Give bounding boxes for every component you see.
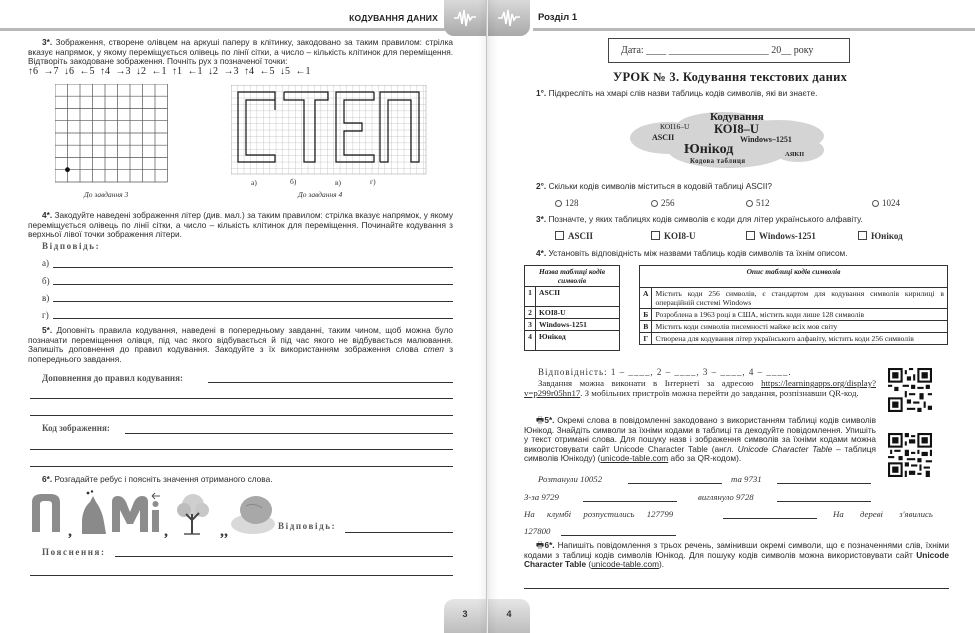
rebus-puzzle [28, 490, 278, 538]
additions-label: Доповнення до правил кодування: [42, 373, 183, 383]
additions-line-2[interactable] [30, 398, 453, 399]
radio-button[interactable] [872, 200, 879, 207]
qr-code-unicode-table[interactable] [888, 433, 932, 477]
waveform-icon [454, 8, 476, 28]
correspondence-line[interactable]: Відповідність: 1 – ____, 2 – ____, 3 – ____, 4 – ____. [538, 367, 792, 377]
lesson-title: УРОК № 3. Кодування текстових даних [613, 70, 848, 84]
unicode-table-link[interactable]: unicode-table.com [600, 453, 669, 464]
checkbox-ascii[interactable]: ASCII [555, 231, 593, 241]
explanation-label: Пояснення: [42, 547, 106, 557]
task-3-text: Зображення, створене олівцем на аркуші паперу в клітинку, закодовано за таким правилом: стрілка вказує напрямок, у якому переміщується олівець по лінії сітки, а число – кількість клітинок для переміщення. Відтворіть закодоване зображення. Почніть рух з позначеної точки: [28, 37, 453, 67]
fill-row-2b: виглянуло 9728 [698, 492, 754, 502]
fill-row-4a: 127800 [524, 526, 551, 536]
header-tab [488, 0, 530, 36]
blossom-tree-image [177, 494, 209, 534]
header-rule [0, 28, 445, 31]
cloud-word[interactable]: КОІ8–U [714, 122, 759, 136]
cloud-word[interactable]: ASCII [652, 133, 675, 142]
date-field[interactable]: Дата: ____ ____________________ 20__ року [608, 38, 850, 63]
checkbox[interactable] [858, 231, 867, 240]
unicode-table-link[interactable]: unicode-table.com [591, 559, 659, 570]
cloud-word[interactable]: Юнікод [684, 142, 734, 157]
names-header: Назва таблиці кодів символів [525, 266, 620, 287]
checkbox-windows1251[interactable]: Windows-1251 [746, 231, 816, 241]
checkbox[interactable] [555, 231, 564, 240]
radio-button[interactable] [651, 200, 658, 207]
explanation-line-1[interactable] [115, 556, 453, 557]
radio-button[interactable] [555, 200, 562, 207]
header-rule [533, 28, 975, 31]
answer-item-b-label: б) [42, 276, 50, 286]
radio-option-128[interactable]: 128 [555, 198, 579, 208]
radio-option-512[interactable]: 512 [746, 198, 770, 208]
answer-item-v-label: в) [42, 293, 50, 303]
letter-label-a: а) [251, 178, 257, 187]
melon-image [231, 496, 275, 534]
rebus-answer-label: Відповідь: [278, 521, 337, 531]
checkbox-koi8u[interactable]: KOI8-U [651, 231, 696, 241]
answer-line-v[interactable] [53, 301, 453, 302]
letter-label-b: б) [290, 177, 297, 186]
svg-text:,: , [164, 523, 168, 538]
answer-line-a[interactable] [53, 267, 453, 268]
task-3: 3*. Зображення, створене олівцем на аркуші паперу в клітинку, закодовано за таким правилом: стрілка вказує напрямок, у якому переміщується олівець по лінії сітки, а число – кількість клітинок для переміщення. Відтворіть закодоване зображення. Почніть рух з позначеної точки: [28, 37, 453, 67]
code-label: Код зображення: [42, 423, 110, 433]
arrow-left-icon [152, 493, 160, 499]
fill-row-1a: Розтанули 10052 [538, 474, 603, 484]
online-task-note: Завдання можна виконати в Інтернеті за адресою https://learningapps.org/display?v=p299r05hn17. З мобільних пристроїв можна перейти до завдання, розпізнавши QR-код. [524, 378, 876, 399]
radio-button[interactable] [746, 200, 753, 207]
code-line-3[interactable] [30, 466, 453, 467]
fill-blank-9728[interactable] [777, 501, 871, 502]
learningapps-link[interactable]: https://learningapps.org/display?v=p299r05hn17 [524, 378, 876, 399]
caption-task4: До завдання 4 [298, 190, 343, 199]
wolf-image [82, 490, 106, 534]
fill-blank-127800[interactable] [561, 535, 676, 536]
cloud-word[interactable]: КОІ16–U [660, 122, 690, 131]
rebus-answer-line[interactable] [345, 532, 453, 533]
word-cloud [628, 110, 828, 170]
letters-grid-stp [231, 85, 427, 175]
cloud-word[interactable]: Кодування [710, 111, 764, 123]
task-3: 3*. Позначте, у яких таблицях кодів символів є коди для літер українського алфавіту. [536, 214, 863, 224]
checkbox[interactable] [651, 231, 660, 240]
task-5: 5*. Доповніть правила кодування, наведені в попередньому завданні, таким чином, щоб можна було позначати переміщення олівця, під час якого відбувається й під час якого не відбувається малювання. Запишіть доповнення до правил кодування. Закодуйте з їх використанням зображення слова степ з попереднього завдання. [28, 325, 453, 364]
task-4: 4*. Установіть відповідність між назвами таблиць кодів символів та їхнім описом. [536, 248, 848, 258]
task-6: 🖶6*. Напишіть повідомлення з трьох речень, замінивши окремі символи, що є позначеннями слів, їхніми кодами з таблиці кодів символів Юнікод. Для пошуку кодів символів можна використовувати сайт Unicode Character Table (unicode-table.com). [524, 540, 950, 570]
cloud-word[interactable]: Кодова таблиця [690, 158, 746, 165]
page-number: 3 [462, 609, 468, 619]
waveform-icon [498, 8, 520, 28]
svg-text:,: , [68, 523, 72, 538]
code-line-1[interactable] [125, 433, 453, 434]
radio-option-1024[interactable]: 1024 [872, 198, 900, 208]
explanation-line-2[interactable] [30, 575, 453, 576]
start-point-dot [65, 167, 70, 172]
drawing-grid-task3[interactable] [55, 84, 169, 184]
letter-p-image [32, 494, 60, 532]
letter-label-v: в) [335, 178, 342, 187]
task-4: 4*. Закодуйте наведені зображення літер (див. мал.) за таким правилом: стрілка вказує напрямок, у якому переміщується олівець по лінії сітки, а число – кількість клітинок для переміщення. Починайте кодування з верхньої лівої точки зображення літери. [28, 210, 453, 240]
arrow-code-sequence: ↑6 →7 ↓6 ←5 ↑4 →3 ↓2 ←1 ↑1 ←1 ↓2 →3 ↑4 ←5 ↓5 ←1 [28, 66, 311, 77]
task-6: 6*. Розгадайте ребус і поясніть значення отриманого слова. [42, 474, 273, 484]
left-page [0, 0, 487, 633]
letter-m-image [112, 496, 148, 532]
cloud-word[interactable]: Windows–1251 [740, 135, 792, 144]
answer-item-g-label: г) [42, 310, 49, 320]
fill-row-1b: та 9731 [731, 474, 762, 484]
caption-task3: До завдання 3 [84, 190, 129, 199]
fill-blank-10052[interactable] [628, 483, 722, 484]
answer-line-g[interactable] [53, 318, 453, 319]
letter-label-g: г) [370, 177, 376, 186]
qr-code-learningapps[interactable] [888, 368, 932, 412]
fill-row-3b: На дереві з'явились [833, 509, 933, 519]
additions-line-3[interactable] [30, 415, 453, 416]
checkbox[interactable] [746, 231, 755, 240]
header-tab [444, 0, 486, 36]
fill-blank-9731[interactable] [777, 483, 871, 484]
page-number-tab [444, 599, 486, 633]
radio-option-256[interactable]: 256 [651, 198, 675, 208]
additions-line-1[interactable] [208, 382, 453, 383]
table-names: Назва таблиці кодів символів 1 ASCII 2 KOI8-U 3 Windows-1251 4 Юнікод [524, 265, 620, 351]
checkbox-unicode[interactable]: Юнікод [858, 231, 903, 241]
computer-icon: 🖶 [536, 540, 545, 550]
right-page [488, 0, 975, 633]
answer-line-b[interactable] [53, 284, 453, 285]
message-answer-line[interactable] [524, 588, 949, 589]
chapter-title: КОДУВАННЯ ДАНИХ [349, 13, 438, 23]
task-5: 🖶5*. Окремі слова в повідомленні закодовано з використанням таблиці кодів символів Юнікод. Знайдіть символи за їхніми кодами в таблиці та декодуйте повідомлення. Упишіть у текст отримані слова. Для пошуку назв і зображення символів за їхніми кодами можна використовувати сайт Unicode Character Table (англ. Unicode Character Table – таблиця символів Юнікоду) (unicode-table.com або за QR-кодом). [524, 415, 876, 464]
cloud-word[interactable]: АЯКІІ [785, 151, 805, 158]
fill-row-3a: На клумбі розпустились 127799 [524, 509, 674, 519]
page-number-tab [488, 599, 530, 633]
code-line-2[interactable] [30, 449, 453, 450]
rebus-images [28, 490, 278, 538]
fill-blank-9729[interactable] [583, 501, 677, 502]
svg-text:,,: ,, [220, 523, 228, 538]
fill-blank-127799[interactable] [723, 518, 817, 519]
computer-icon: 🖶 [536, 415, 545, 425]
fill-row-2a: З-за 9729 [524, 492, 559, 502]
task-1: 1°. Підкресліть на хмарі слів назви таблиць кодів символів, які ви знаєте. [536, 88, 818, 98]
task-2: 2°. Скільки кодів символів міститься в кодовій таблиці ASCII? [536, 181, 773, 191]
table-descriptions: Опис таблиці кодів символів А Містить коди 256 символів, є стандартом для кодування символів кирилиці в операційній системі Windows Б Розроблена в 1963 році в США, містить коди лише 128 символів В Містить коди символів писемності майже всіх мов світу Г Створена для кодування літер українського алфавіту, містить коди 256 символів [639, 265, 948, 345]
section-title: Розділ 1 [538, 12, 578, 23]
page-number: 4 [506, 609, 512, 619]
answer-item-a-label: а) [42, 258, 49, 268]
descriptions-header: Опис таблиці кодів символів [640, 266, 948, 288]
answer-label-task4: Відповідь: [42, 241, 101, 251]
